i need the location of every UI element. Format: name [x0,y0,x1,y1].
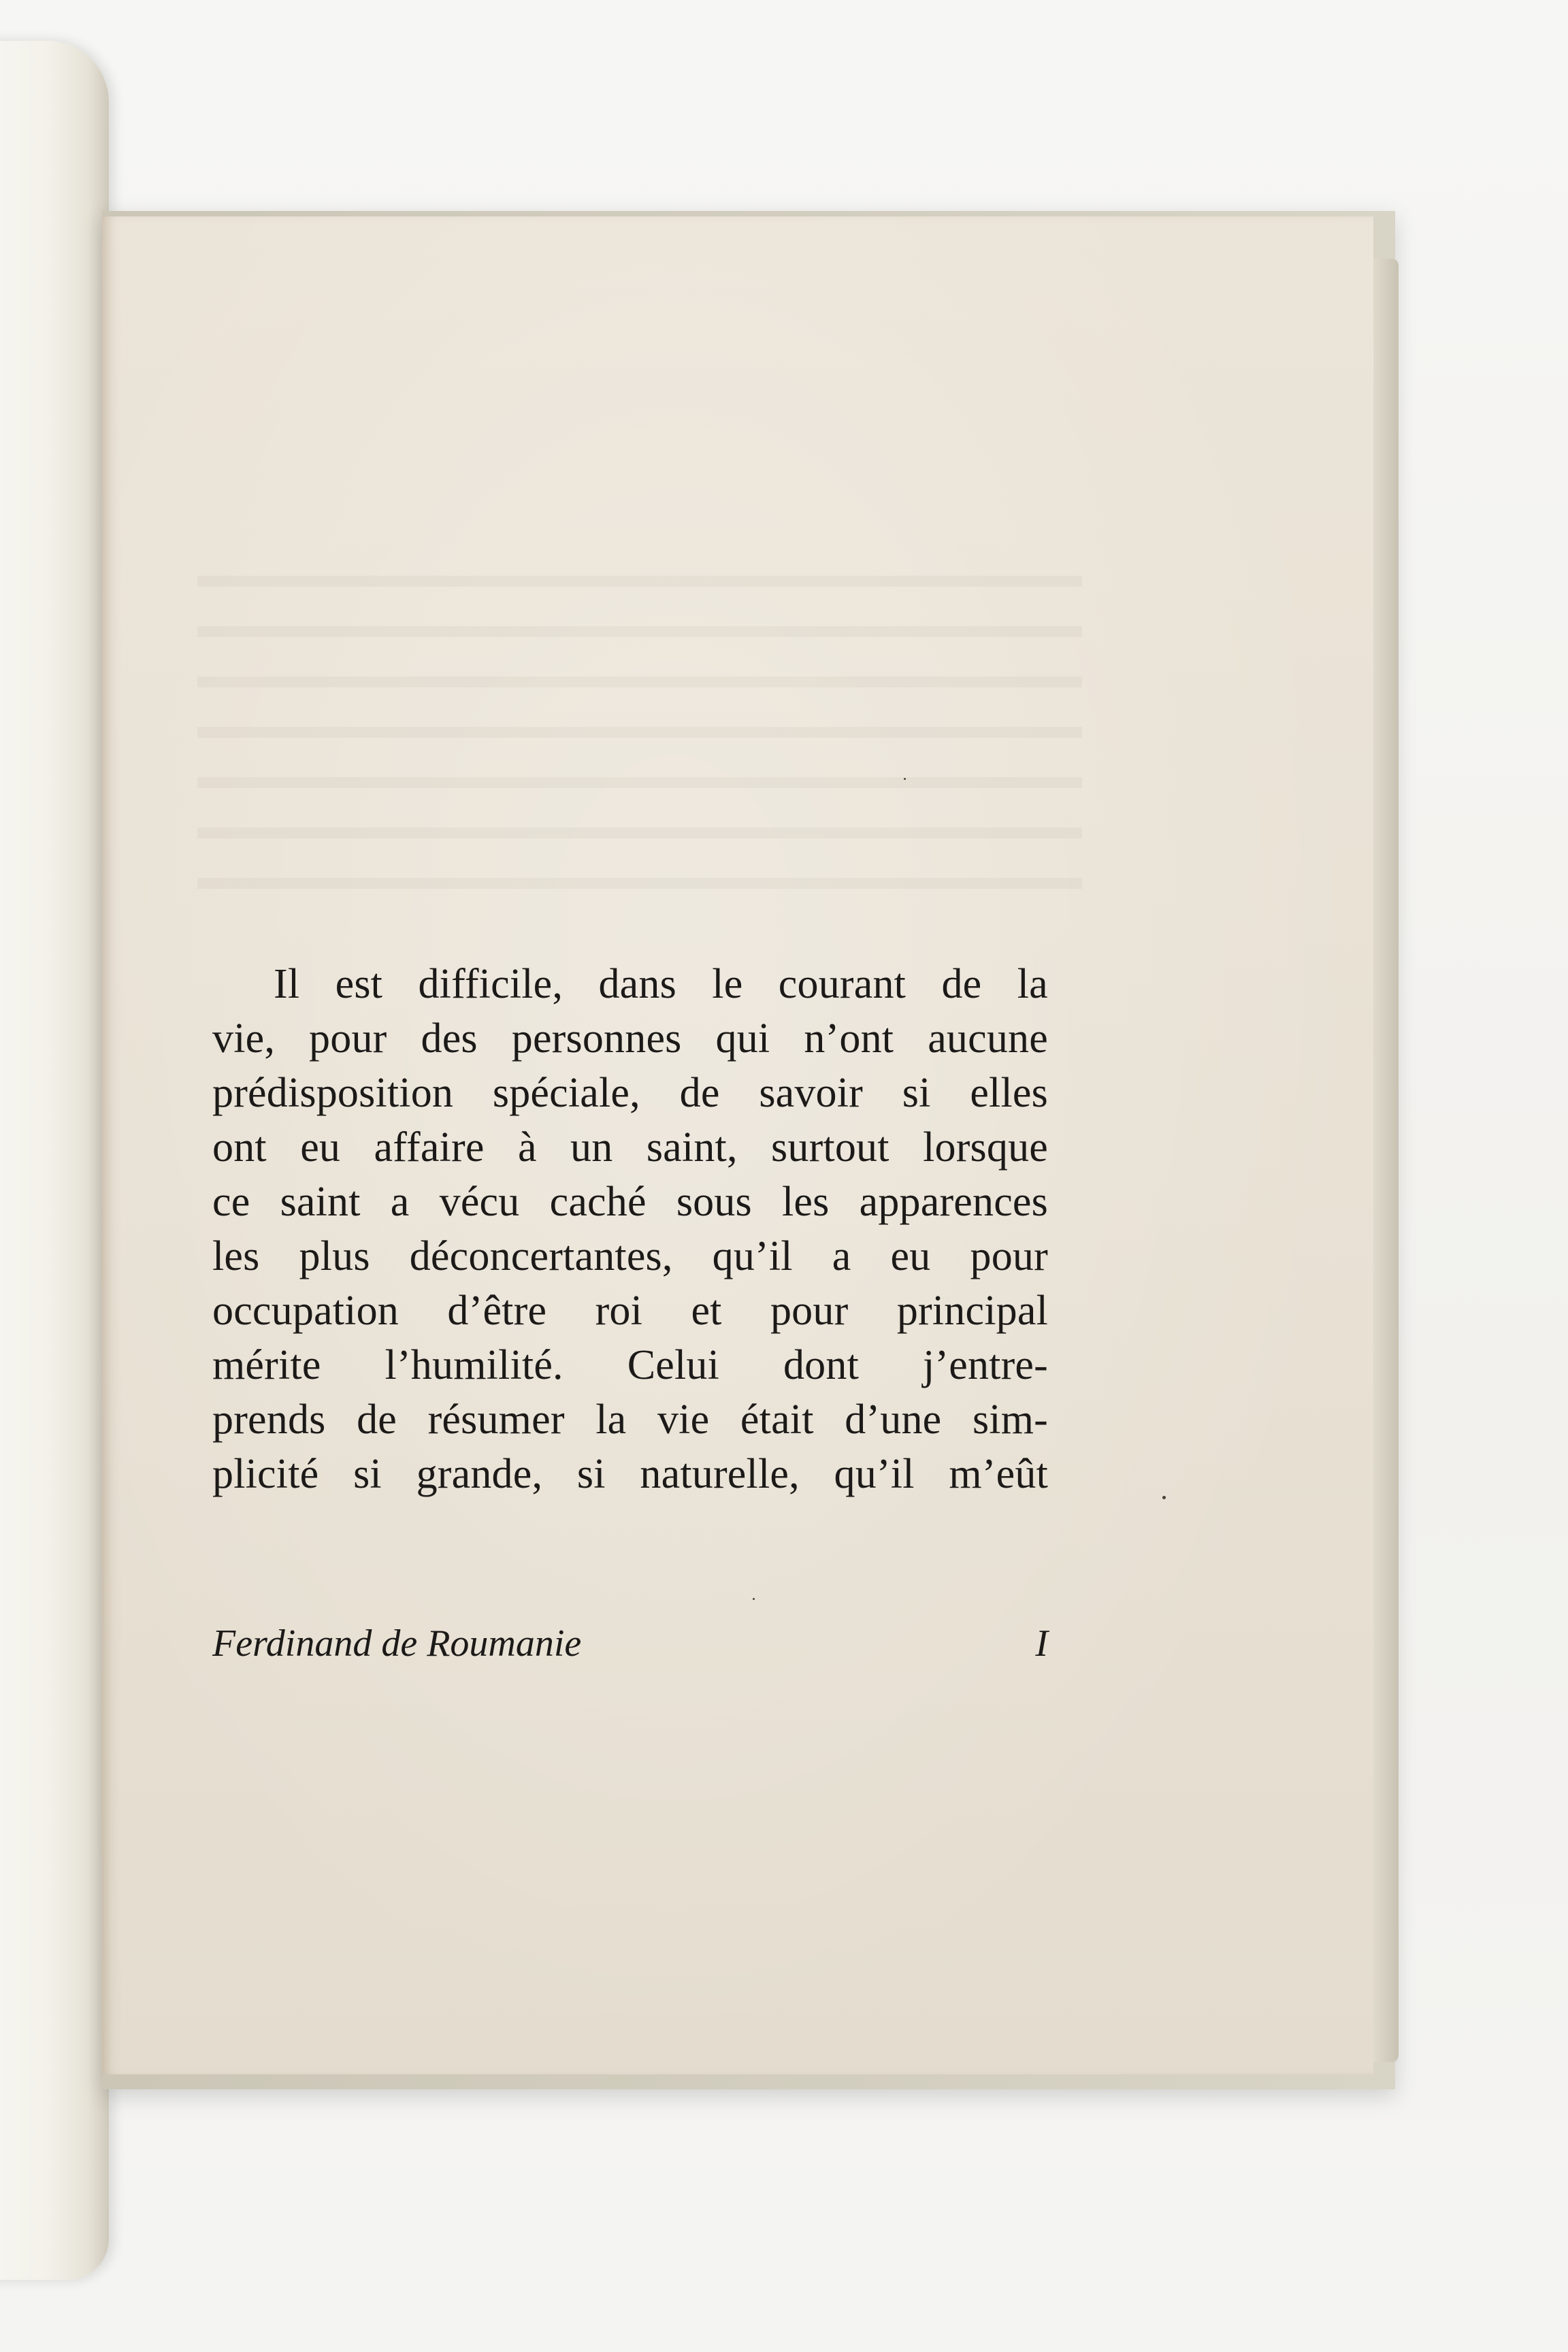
text-line [212,1284,1048,1338]
body-paragraph [212,957,1048,1501]
word: de [679,1070,720,1116]
word: plus [299,1233,370,1279]
word: occupation [212,1288,399,1334]
word: ont [212,1124,267,1171]
word: la [595,1396,627,1443]
word: sous [676,1179,752,1225]
word: saint [280,1179,361,1225]
word: les [782,1179,830,1225]
word: si [902,1070,931,1116]
word: surtout [771,1124,889,1171]
word: si [353,1451,382,1497]
word: ce [212,1179,250,1225]
text-line [212,1120,1048,1175]
word: aucune [928,1015,1048,1062]
word: déconcertantes, [409,1233,673,1279]
word: personnes [511,1015,682,1062]
book-page [102,216,1373,2074]
word: et [691,1288,722,1334]
word: eu [890,1233,931,1279]
word: a [832,1233,851,1279]
word: les [212,1233,260,1279]
word: est [335,961,383,1007]
signature-mark: I [1035,1622,1048,1665]
paper-speck [1162,1496,1166,1499]
word: des [421,1015,478,1062]
text-line [212,1447,1048,1501]
word: vie, [212,1015,276,1062]
word: pour [770,1288,849,1334]
page-footer [212,1622,1048,1665]
word: j’entre- [922,1342,1048,1388]
word: lorsque [923,1124,1048,1171]
word: dont [783,1342,859,1388]
word: pour [970,1233,1048,1279]
word: saint, [646,1124,738,1171]
word: d’être [447,1288,547,1334]
word: eu [300,1124,341,1171]
text-line [212,1229,1048,1284]
paper-speck [753,1598,755,1600]
word: sim- [972,1396,1048,1443]
text-line [212,1066,1048,1120]
word: qu’il [712,1233,793,1279]
word: Il [274,961,300,1007]
word: naturelle, [640,1451,800,1497]
word: apparences [859,1179,1048,1225]
word: affaire [374,1124,485,1171]
word: à [517,1124,537,1171]
text-line [212,1338,1048,1392]
word: roi [595,1288,643,1334]
word: l’humilité. [385,1342,564,1388]
text-line [212,957,1048,1011]
text-line [212,1175,1048,1229]
word: Celui [627,1342,720,1388]
word: n’ont [804,1015,894,1062]
word: résumer [427,1396,565,1443]
word: courant [778,961,906,1007]
word: de [357,1396,397,1443]
word: difficile, [418,961,564,1007]
word: prédisposition [212,1070,454,1116]
word: pour [309,1015,387,1062]
word: si [576,1451,606,1497]
facing-page-edge [0,41,109,2280]
running-title: Ferdinand de Roumanie [212,1622,582,1665]
word: de [941,961,982,1007]
word: d’une [845,1396,942,1443]
word: était [740,1396,814,1443]
word: savoir [759,1070,864,1116]
word: prends [212,1396,326,1443]
word: a [390,1179,410,1225]
word: caché [549,1179,647,1225]
word: m’eût [949,1451,1048,1497]
word: qu’il [834,1451,915,1497]
word: mérite [212,1342,321,1388]
word: la [1017,961,1048,1007]
word: vie [657,1396,710,1443]
word: qui [715,1015,770,1062]
word: elles [970,1070,1048,1116]
word: plicité [212,1451,319,1497]
word: spéciale, [492,1070,640,1116]
text-line [212,1011,1048,1066]
word: dans [598,961,676,1007]
text-line [212,1392,1048,1447]
word: principal [896,1288,1048,1334]
word: un [570,1124,613,1171]
word: le [712,961,743,1007]
paper-speck [904,778,906,780]
word: grande, [416,1451,543,1497]
word: vécu [439,1179,520,1225]
